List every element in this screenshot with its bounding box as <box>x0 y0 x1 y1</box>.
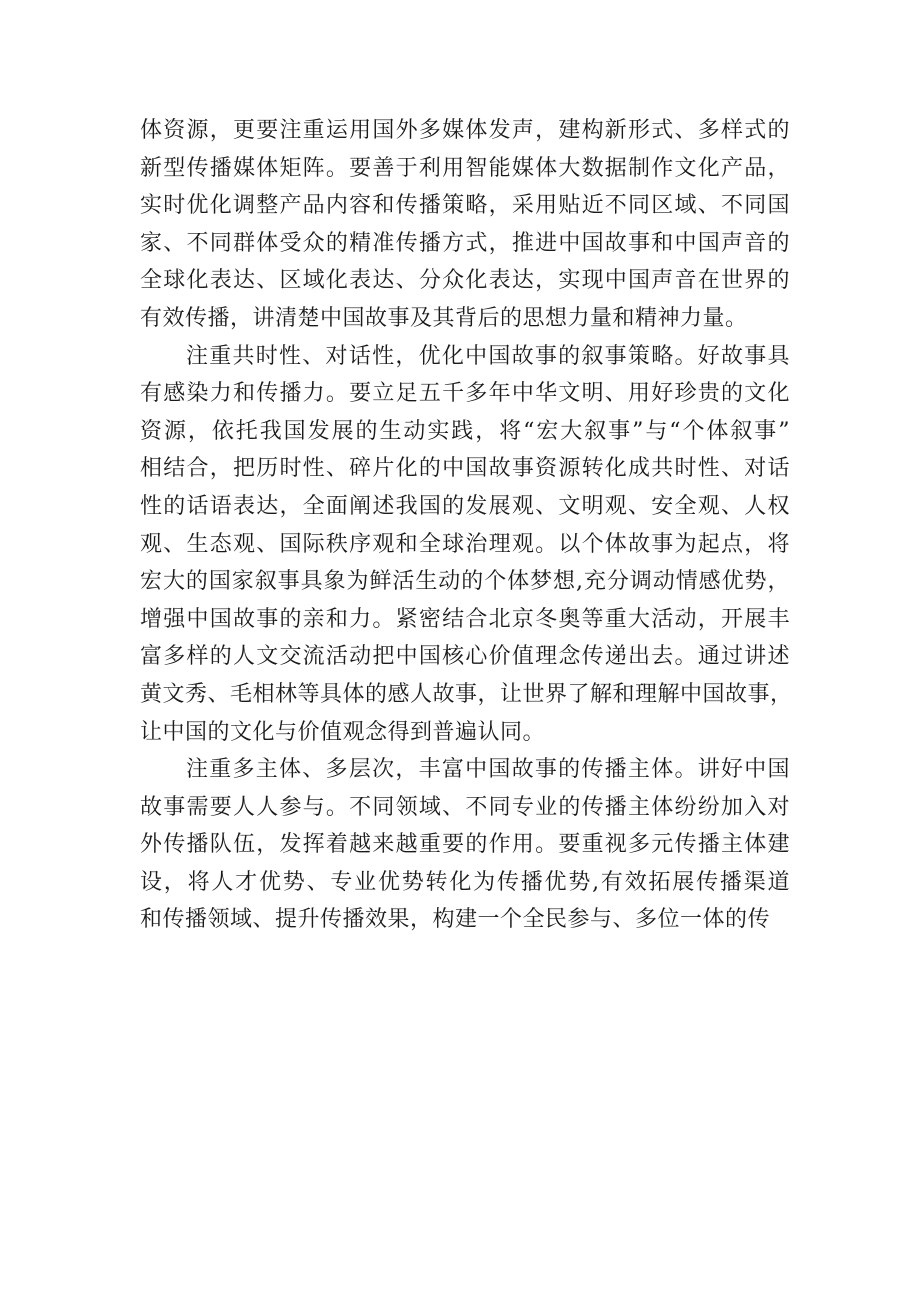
text-line: 宏大的国家叙事具象为鲜活生动的个体梦想,充分调动情感优势， <box>140 569 790 595</box>
text-line: 注重多主体、多层次，丰富中国故事的传播主体。讲好中国 <box>186 757 790 783</box>
document-body <box>140 112 793 939</box>
text-line: 富多样的人文交流活动把中国核心价值理念传递出去。通过讲述 <box>140 644 790 670</box>
text-line: 有感染力和传播力。要立足五千多年中华文明、用好珍贵的文化 <box>140 381 790 407</box>
text-line: 全球化表达、区域化表达、分众化表达，实现中国声音在世界的 <box>140 268 790 294</box>
text-line: 注重共时性、对话性，优化中国故事的叙事策略。好故事具 <box>186 343 790 369</box>
text-line: 故事需要人人参与。不同领域、不同专业的传播主体纷纷加入对 <box>140 794 790 820</box>
paragraph <box>140 338 793 752</box>
text-line: 外传播队伍，发挥着越来越重要的作用。要重视多元传播主体建 <box>140 832 790 858</box>
text-line: 黄文秀、毛相林等具体的感人故事，让世界了解和理解中国故事， <box>140 681 793 707</box>
text-line: 增强中国故事的亲和力。紧密结合北京冬奥等重大活动，开展丰 <box>140 606 790 632</box>
text-line: 家、不同群体受众的精准传播方式，推进中国故事和中国声音的 <box>140 230 790 256</box>
text-line: 新型传播媒体矩阵。要善于利用智能媒体大数据制作文化产品， <box>140 155 790 181</box>
text-line: 和传播领域、提升传播效果，构建一个全民参与、多位一体的传 <box>140 907 771 933</box>
text-line: 性的话语表达，全面阐述我国的发展观、文明观、安全观、人权 <box>140 493 790 519</box>
text-line: 资源，依托我国发展的生动实践，将“宏大叙事”与“个体叙事” <box>140 418 790 444</box>
paragraph <box>140 112 790 338</box>
paragraph <box>140 751 790 939</box>
text-line: 观、生态观、国际秩序观和全球治理观。以个体故事为起点，将 <box>140 531 790 557</box>
text-line: 实时优化调整产品内容和传播策略，采用贴近不同区域、不同国 <box>140 193 790 219</box>
text-line: 相结合，把历时性、碎片化的中国故事资源转化成共时性、对话 <box>140 456 790 482</box>
text-line: 有效传播，讲清楚中国故事及其背后的思想力量和精神力量。 <box>140 305 748 331</box>
text-line: 体资源，更要注重运用国外多媒体发声，建构新形式、多样式的 <box>140 118 790 143</box>
text-line: 让中国的文化与价值观念得到普遍认同。 <box>140 719 546 745</box>
text-line: 设，将人才优势、专业优势转化为传播优势,有效拓展传播渠道 <box>140 869 790 895</box>
